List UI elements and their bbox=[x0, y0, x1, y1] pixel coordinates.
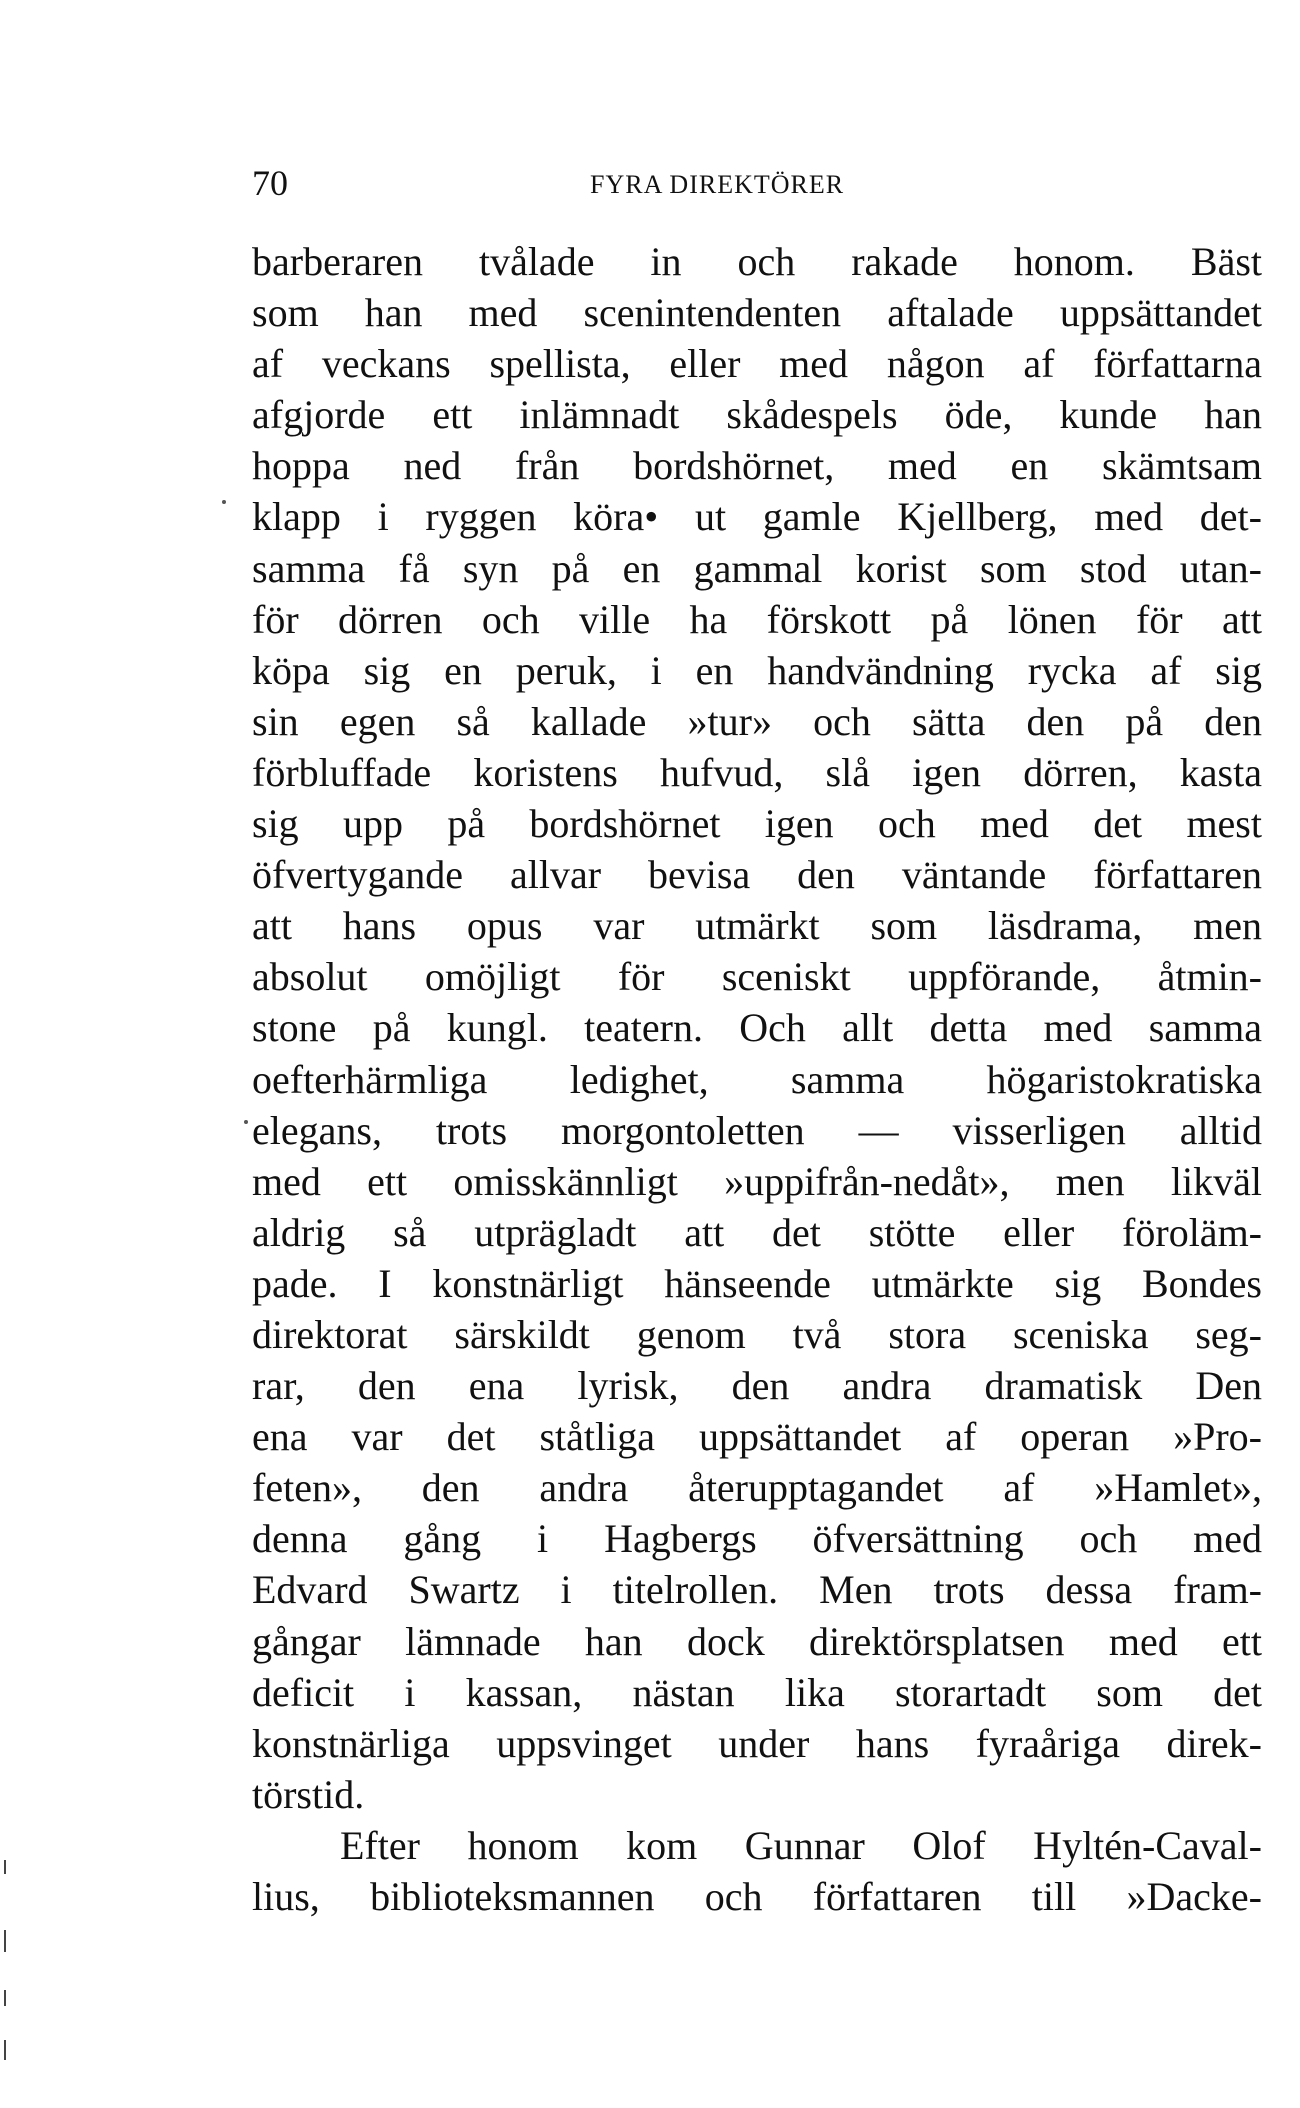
text-line: absolut omöjligt för sceniskt uppförande, åtmin- bbox=[252, 954, 1262, 1000]
scan-speck bbox=[222, 500, 226, 504]
text-line: pade. I konstnärligt hänseende utmärkte sig Bondes bbox=[252, 1260, 1262, 1306]
text-line: att hans opus var utmärkt som läsdrama, men bbox=[252, 903, 1262, 949]
body-text bbox=[252, 236, 1262, 1922]
running-title: FYRA DIREKTÖRER bbox=[590, 170, 845, 199]
text-line: feten», den andra återupptagandet af »Hamlet», bbox=[252, 1465, 1262, 1511]
text-line: öfvertygande allvar bevisa den väntande författaren bbox=[252, 852, 1262, 898]
text-line: oefterhärmliga ledighet, samma högaristokratiska bbox=[252, 1056, 1262, 1102]
text-line: sig upp på bordshörnet igen och med det mest bbox=[252, 801, 1262, 847]
text-line: stone på kungl. teatern. Och allt detta med samma bbox=[252, 1005, 1262, 1051]
text-line: förbluffade koristens hufvud, slå igen dörren, kasta bbox=[252, 749, 1262, 795]
text-line: konstnärliga uppsvinget under hans fyraåriga direk- bbox=[252, 1720, 1262, 1766]
scan-margin-mark bbox=[4, 2040, 6, 2060]
paragraph-start-line: Efter honom kom Gunnar Olof Hyltén-Caval- bbox=[340, 1822, 1262, 1868]
text-line: barberaren tvålade in och rakade honom. Bäst bbox=[252, 239, 1262, 284]
page-number: 70 bbox=[252, 163, 288, 203]
text-line: af veckans spellista, eller med någon af författarna bbox=[252, 341, 1262, 387]
text-line: köpa sig en peruk, i en handvändning rycka af sig bbox=[252, 647, 1262, 693]
text-line: direktorat särskildt genom två stora sceniska seg- bbox=[252, 1311, 1262, 1357]
text-line: klapp i ryggen köra• ut gamle Kjellberg, med det- bbox=[252, 494, 1262, 540]
text-line: hoppa ned från bordshörnet, med en skämtsam bbox=[252, 443, 1262, 489]
scan-margin-mark bbox=[4, 1860, 6, 1874]
scan-speck bbox=[244, 1120, 248, 1124]
text-line: Edvard Swartz i titelrollen. Men trots dessa fram- bbox=[252, 1567, 1262, 1613]
text-line: sin egen så kallade »tur» och sätta den på den bbox=[252, 698, 1262, 744]
text-line: lius, biblioteksmannen och författaren till »Dacke- bbox=[252, 1874, 1262, 1919]
scan-margin-mark bbox=[4, 1990, 6, 2006]
text-line: afgjorde ett inlämnadt skådespels öde, kunde han bbox=[252, 392, 1262, 438]
text-line: gångar lämnade han dock direktörsplatsen med ett bbox=[252, 1618, 1262, 1664]
text-line: deficit i kassan, nästan lika storartadt som det bbox=[252, 1669, 1262, 1715]
scan-margin-mark bbox=[4, 1930, 6, 1952]
text-line: samma få syn på en gammal korist som stod utan- bbox=[252, 545, 1262, 591]
text-line: som han med scenintendenten aftalade uppsättandet bbox=[252, 290, 1262, 336]
text-line: för dörren och ville ha förskott på lönen för att bbox=[252, 596, 1262, 642]
text-line: ena var det ståtliga uppsättandet af operan »Pro- bbox=[252, 1414, 1262, 1460]
text-line: med ett omisskännligt »uppifrån-nedåt», men likväl bbox=[252, 1158, 1262, 1204]
text-line: denna gång i Hagbergs öfversättning och med bbox=[252, 1516, 1262, 1562]
text-line: rar, den ena lyrisk, den andra dramatisk Den bbox=[252, 1363, 1262, 1409]
running-head bbox=[252, 158, 1260, 208]
text-line: elegans, trots morgontoletten — visserligen alltid bbox=[252, 1107, 1262, 1153]
paragraph-end-line: törstid. bbox=[252, 1771, 365, 1817]
text-line: aldrig så utprägladt att det stötte eller föroläm- bbox=[252, 1209, 1262, 1255]
